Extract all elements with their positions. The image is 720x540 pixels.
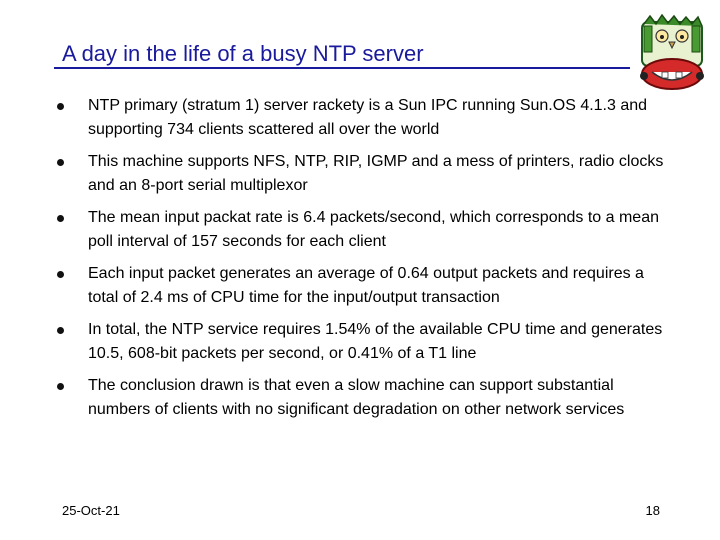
bullet-dot-icon: [57, 103, 64, 110]
bullet-dot-icon: [57, 271, 64, 278]
list-item: [56, 150, 666, 198]
bullet-list: [56, 94, 666, 430]
cartoon-face-logo-icon: [636, 14, 708, 94]
list-item: [56, 374, 666, 422]
list-item: [56, 94, 666, 142]
bullet-dot-icon: [57, 327, 64, 334]
title-underline: [54, 67, 630, 69]
slide-title: A day in the life of a busy NTP server: [62, 41, 424, 66]
footer-date: 25-Oct-21: [62, 503, 120, 518]
bullet-text: The mean input packat rate is 6.4 packets/second, which corresponds to a mean poll interval of 157 seconds for each client: [88, 209, 659, 250]
bullet-text: The conclusion drawn is that even a slow machine can support substantial numbers of clients with no significant degradation on other network services: [88, 377, 625, 418]
bullet-text: NTP primary (stratum 1) server rackety is a Sun IPC running Sun.OS 4.1.3 and supporting 734 clients scattered all over the world: [88, 97, 648, 138]
page-number: 18: [645, 503, 660, 518]
list-item: [56, 206, 666, 254]
bullet-dot-icon: [57, 383, 64, 390]
bullet-text: In total, the NTP service requires 1.54% of the available CPU time and generates 10.5, 608-bit packets per second, or 0.41% of a T1 line: [88, 321, 663, 362]
list-item: [56, 262, 666, 310]
bullet-text: This machine supports NFS, NTP, RIP, IGMP and a mess of printers, radio clocks and an 8-port serial multiplexor: [88, 153, 664, 194]
bullet-dot-icon: [57, 215, 64, 222]
list-item: [56, 318, 666, 366]
bullet-dot-icon: [57, 159, 64, 166]
bullet-text: Each input packet generates an average of 0.64 output packets and requires a total of 2.4 ms of CPU time for the input/output transaction: [88, 265, 644, 306]
